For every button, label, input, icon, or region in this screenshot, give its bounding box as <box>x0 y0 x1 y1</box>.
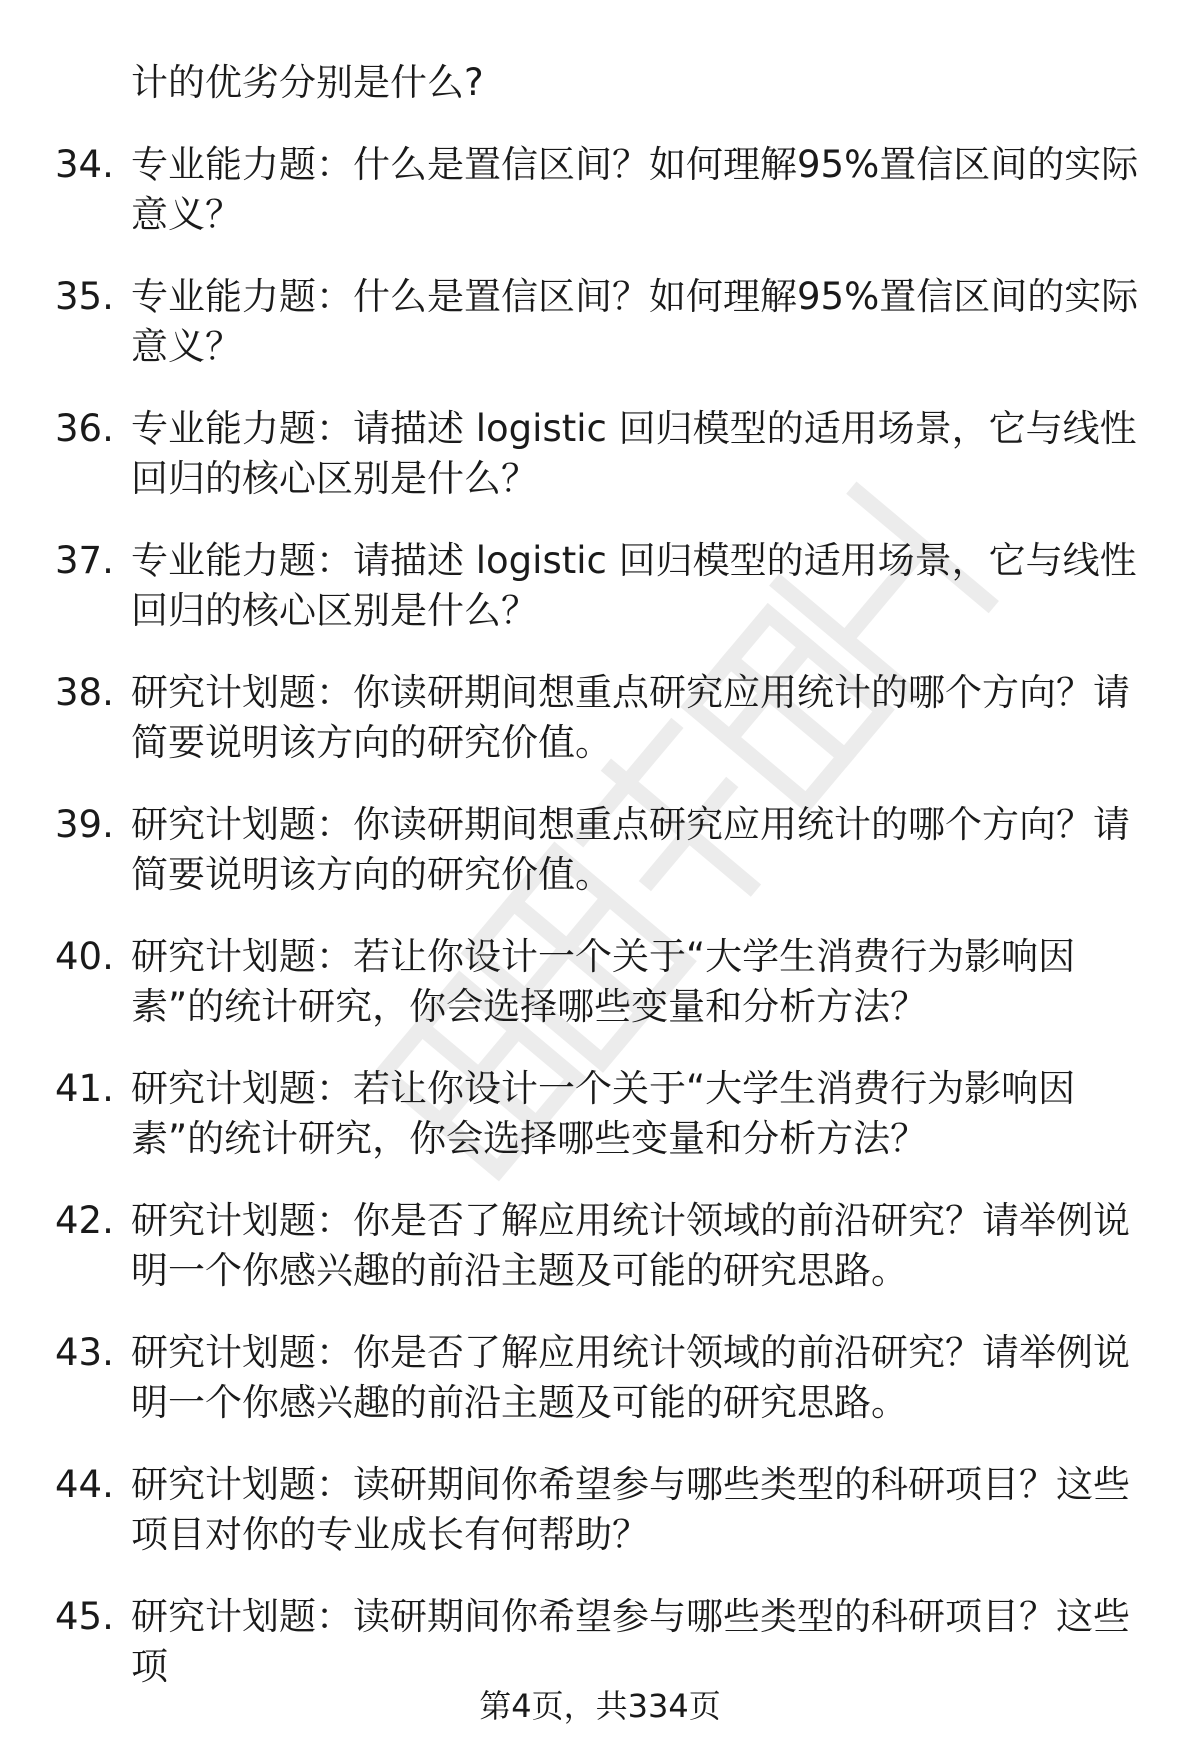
question-number: 35. <box>55 275 114 318</box>
question-item <box>0 1196 1200 1328</box>
question-number: 45. <box>55 1595 114 1638</box>
question-text: 研究计划题：若让你设计一个关于“大学生消费行为影响因素”的统计研究，你会选择哪些变量和分析方法？ <box>131 1067 1076 1160</box>
question-number: 40. <box>55 935 114 978</box>
question-item <box>0 272 1200 404</box>
question-text: 研究计划题：你是否了解应用统计领域的前沿研究？请举例说明一个你感兴趣的前沿主题及可能的研究思路。 <box>131 1331 1130 1424</box>
question-item <box>0 668 1200 800</box>
question-text: 研究计划题：若让你设计一个关于“大学生消费行为影响因素”的统计研究，你会选择哪些变量和分析方法？ <box>131 935 1076 1028</box>
question-item <box>0 1064 1200 1196</box>
question-item <box>0 536 1200 668</box>
question-number: 36. <box>55 407 114 450</box>
question-text: 研究计划题：读研期间你希望参与哪些类型的科研项目？这些项 <box>131 1595 1130 1688</box>
question-text: 研究计划题：你是否了解应用统计领域的前沿研究？请举例说明一个你感兴趣的前沿主题及可能的研究思路。 <box>131 1199 1130 1292</box>
question-item <box>0 1460 1200 1592</box>
page-footer: 第4页，共334页 <box>479 1687 721 1725</box>
question-text: 研究计划题：读研期间你希望参与哪些类型的科研项目？这些项目对你的专业成长有何帮助？ <box>131 1463 1130 1556</box>
question-text: 专业能力题：请描述 logistic 回归模型的适用场景，它与线性回归的核心区别是什么？ <box>131 407 1137 500</box>
question-number: 44. <box>55 1463 114 1506</box>
question-number: 43. <box>55 1331 114 1374</box>
question-list <box>0 140 1200 1724</box>
question-number: 41. <box>55 1067 114 1110</box>
question-number: 37. <box>55 539 114 582</box>
question-text: 专业能力题：什么是置信区间？如何理解95%置信区间的实际意义？ <box>131 275 1139 368</box>
question-item <box>0 932 1200 1064</box>
question-item <box>0 404 1200 536</box>
question-text: 研究计划题：你读研期间想重点研究应用统计的哪个方向？请简要说明该方向的研究价值。 <box>131 803 1130 896</box>
question-text: 研究计划题：你读研期间想重点研究应用统计的哪个方向？请简要说明该方向的研究价值。 <box>131 671 1130 764</box>
question-number: 34. <box>55 143 114 186</box>
question-text: 专业能力题：什么是置信区间？如何理解95%置信区间的实际意义？ <box>131 143 1139 236</box>
question-item <box>0 1328 1200 1460</box>
continuation-text: 计的优劣分别是什么? <box>131 61 484 104</box>
question-item <box>0 140 1200 272</box>
question-item <box>0 800 1200 932</box>
question-number: 39. <box>55 803 114 846</box>
question-number: 42. <box>55 1199 114 1242</box>
question-number: 38. <box>55 671 114 714</box>
question-text: 专业能力题：请描述 logistic 回归模型的适用场景，它与线性回归的核心区别是什么？ <box>131 539 1137 632</box>
